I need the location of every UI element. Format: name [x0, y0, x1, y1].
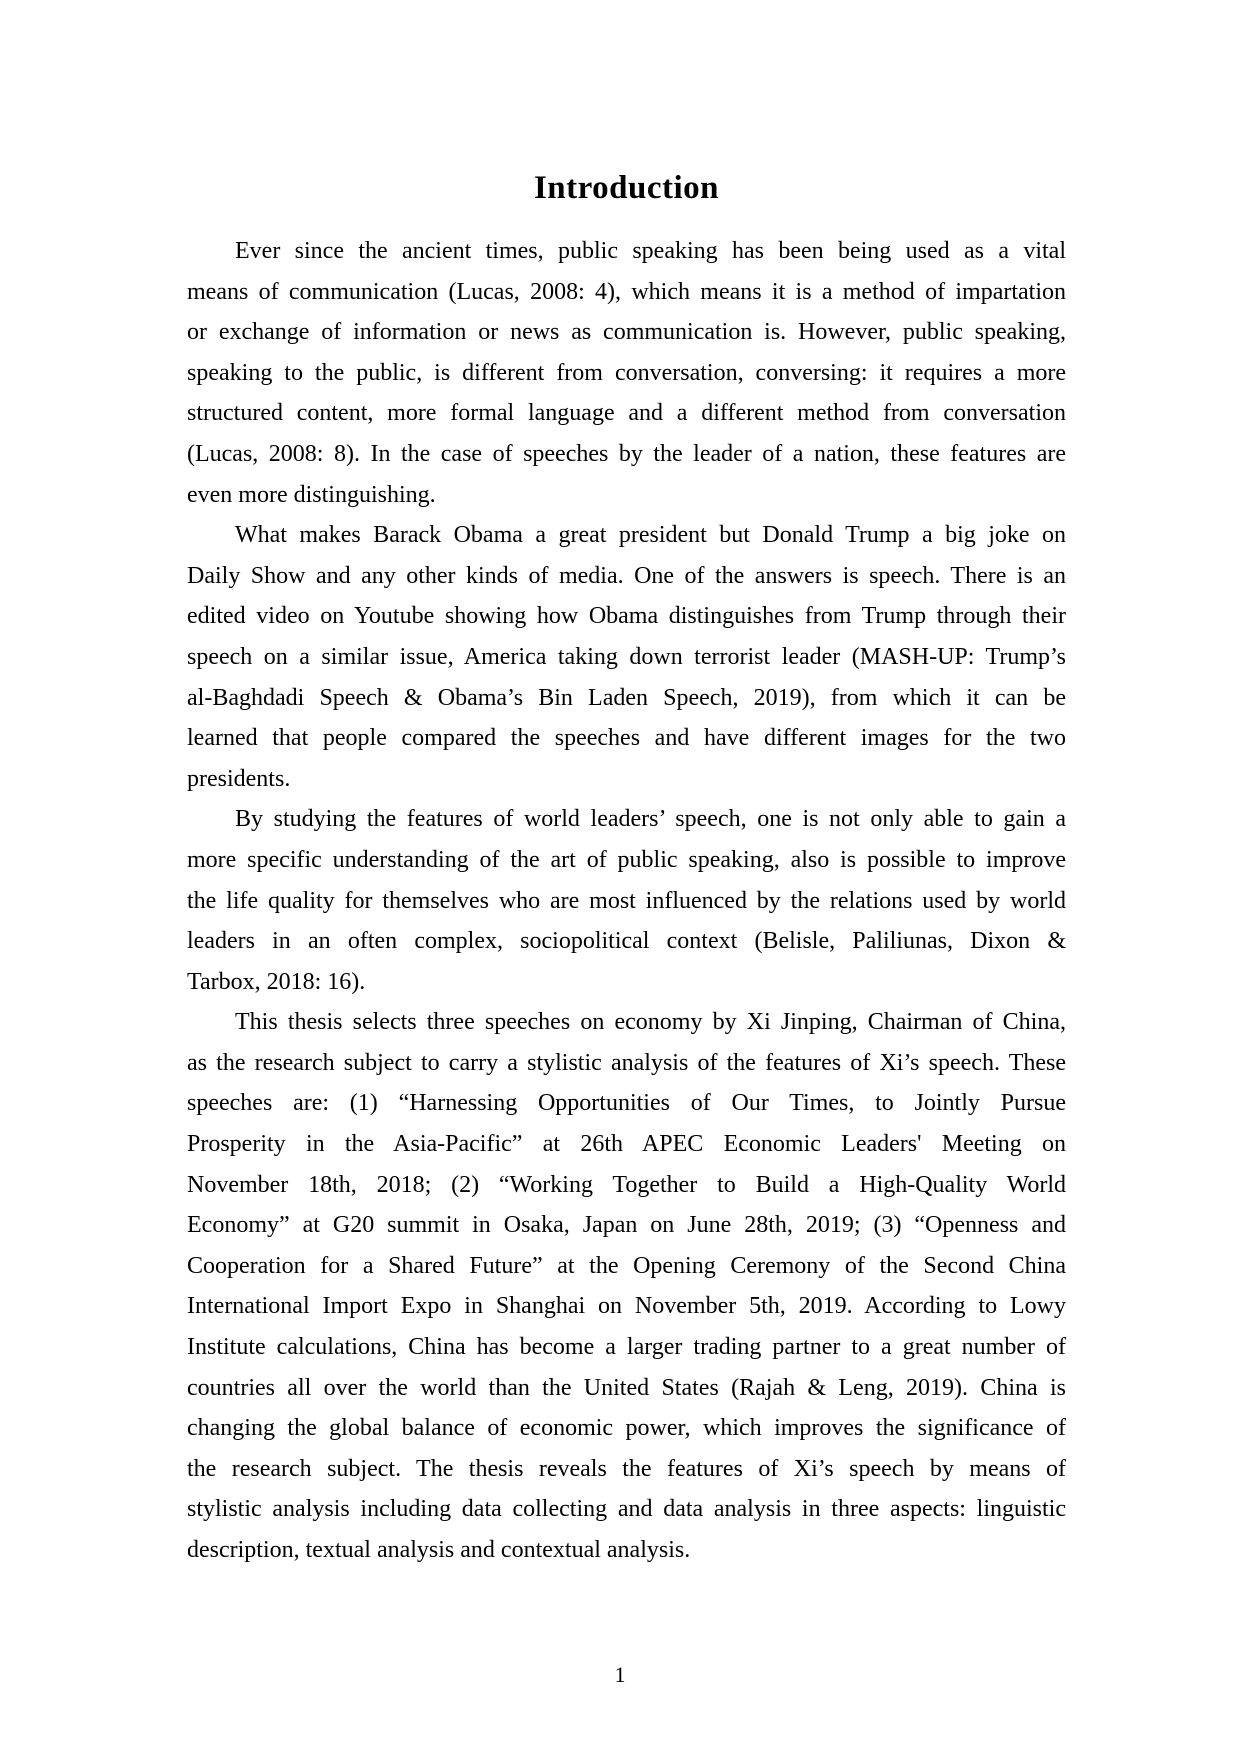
text-line: Prosperity in the Asia-Pacific” at 26th APEC Economic Leaders' Meeting on — [187, 1131, 1066, 1158]
text-line: Daily Show and any other kinds of media. One of the answers is speech. There is an — [187, 562, 1066, 589]
text-line: structured content, more formal language and a different method from conversation — [187, 400, 1066, 427]
text-line: By studying the features of world leaders’ speech, one is not only able to gain a — [235, 806, 1066, 833]
text-line: the research subject. The thesis reveals the features of Xi’s speech by means of — [187, 1455, 1066, 1482]
body-text — [187, 231, 1066, 1571]
text-line: learned that people compared the speeches and have different images for the two — [187, 725, 1066, 752]
text-line: November 18th, 2018; (2) “Working Together to Build a High-Quality World — [187, 1171, 1066, 1198]
paragraph — [187, 1002, 1066, 1570]
text-line: leaders in an often complex, sociopolitical context (Belisle, Paliliunas, Dixon & — [187, 928, 1066, 955]
paragraph — [187, 515, 1066, 799]
text-line: stylistic analysis including data collecting and data analysis in three aspects: linguistic — [187, 1496, 1066, 1523]
text-line: more specific understanding of the art of public speaking, also is possible to improve — [187, 846, 1066, 873]
text-line: description, textual analysis and contextual analysis. — [187, 1537, 691, 1563]
text-line: al-Baghdadi Speech & Obama’s Bin Laden Speech, 2019), from which it can be — [187, 684, 1066, 711]
text-line: or exchange of information or news as communication is. However, public speaking, — [187, 319, 1066, 346]
text-line: presidents. — [187, 765, 291, 792]
text-line: Economy” at G20 summit in Osaka, Japan on June 28th, 2019; (3) “Openness and — [187, 1212, 1066, 1239]
text-line: Tarbox, 2018: 16). — [187, 968, 366, 995]
text-line: What makes Barack Obama a great president but Donald Trump a big joke on — [235, 522, 1066, 549]
page-number: 1 — [614, 1662, 626, 1687]
page-content — [187, 166, 1066, 1571]
text-line: speaking to the public, is different from conversation, conversing: it requires a more — [187, 359, 1066, 386]
text-line: speeches are: (1) “Harnessing Opportunities of Our Times, to Jointly Pursue — [187, 1090, 1066, 1117]
text-line: as the research subject to carry a stylistic analysis of the features of Xi’s speech. These — [187, 1049, 1066, 1076]
text-line: International Import Expo in Shanghai on November 5th, 2019. According to Lowy — [187, 1293, 1066, 1320]
text-line: countries all over the world than the United States (Rajah & Leng, 2019). China is — [187, 1374, 1066, 1401]
text-line: even more distinguishing. — [187, 481, 436, 508]
text-line: speech on a similar issue, America taking down terrorist leader (MASH-UP: Trump’s — [187, 643, 1066, 670]
text-line: changing the global balance of economic power, which improves the significance of — [187, 1415, 1066, 1442]
text-line: Ever since the ancient times, public speaking has been being used as a vital — [235, 238, 1066, 264]
text-line: Institute calculations, China has become a larger trading partner to a great number of — [187, 1334, 1066, 1361]
text-line: Cooperation for a Shared Future” at the Opening Ceremony of the Second China — [187, 1252, 1066, 1279]
paragraph — [187, 231, 1066, 515]
page-title: Introduction — [533, 170, 720, 206]
text-line: the life quality for themselves who are most influenced by the relations used by world — [187, 887, 1066, 914]
text-line: This thesis selects three speeches on economy by Xi Jinping, Chairman of China, — [235, 1009, 1066, 1036]
paragraph — [187, 799, 1066, 1002]
text-line: means of communication (Lucas, 2008: 4), which means it is a method of impartation — [187, 278, 1066, 305]
text-line: edited video on Youtube showing how Obama distinguishes from Trump through their — [187, 603, 1066, 630]
text-line: (Lucas, 2008: 8). In the case of speeches by the leader of a nation, these features are — [187, 440, 1066, 467]
